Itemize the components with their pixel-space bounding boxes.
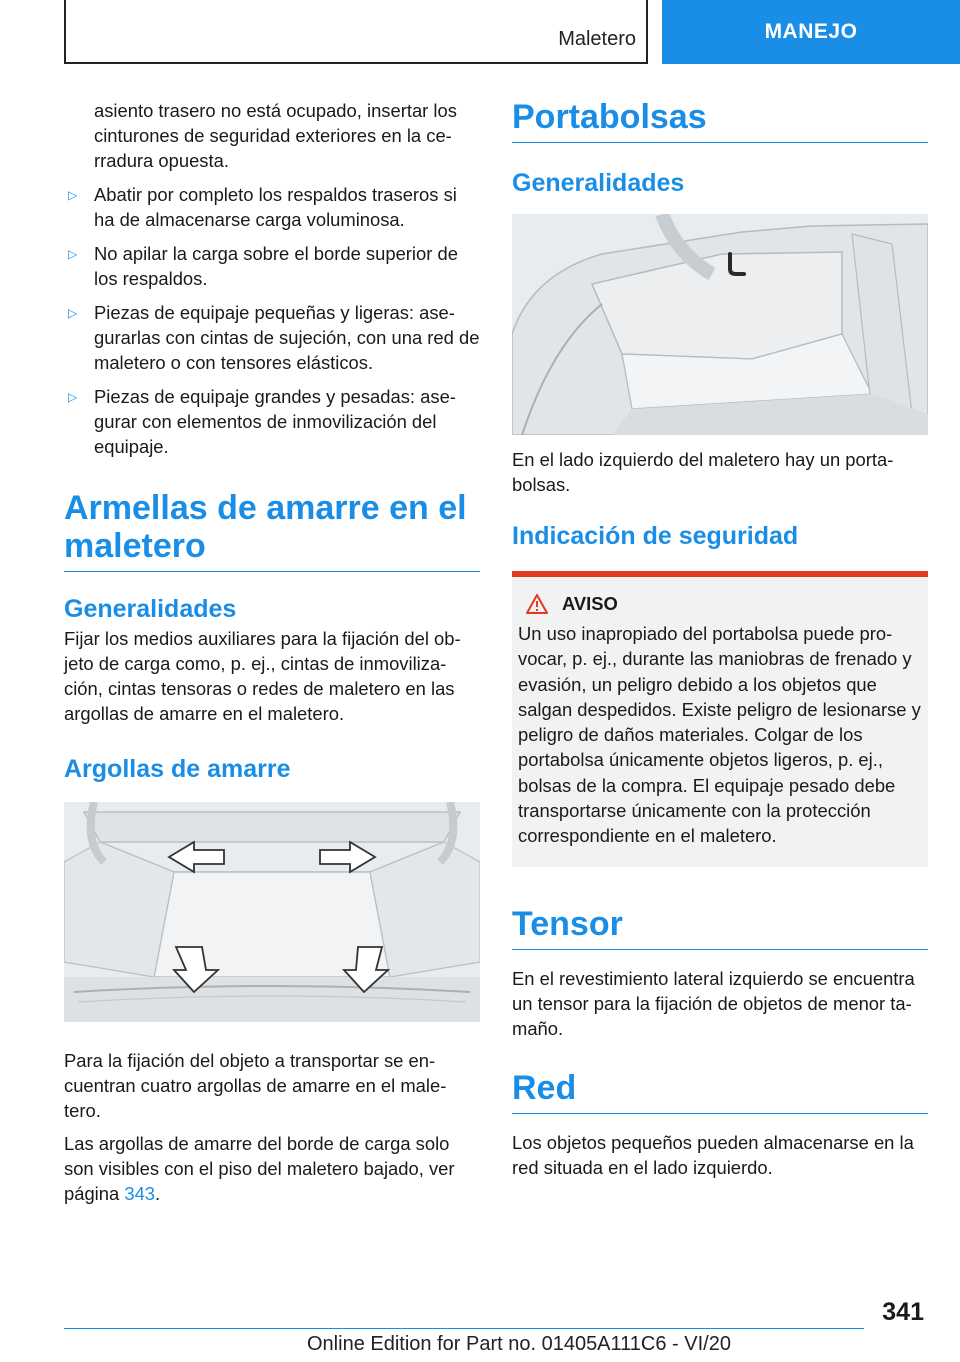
right-column <box>512 98 928 1180</box>
subsection-title-argollas: Argollas de amarre <box>64 755 291 783</box>
trunk-tie-down-figure <box>64 802 480 1022</box>
warning-triangle-icon <box>526 594 548 614</box>
warning-text: Un uso inapropiado del portabolsa puede pro-vocar, p. ej., durante las maniobras de frenado y evasión, un peligro debido a los objetos que salgan despedidos. Existe peligro de lesionarse y peligro de daños materiales. Colgar de los portabolsa únicamente objetos ligeros, p. ej., bolsas de la compra. El equipaje pesado debe transportarse únicamente con la protección correspondiente en el maletero. <box>518 623 921 847</box>
section-title-armellas: Armellas de amarre en el maletero <box>64 489 480 572</box>
list-item: ▷ No apilar la carga sobre el borde superior de los respaldos. <box>68 243 458 289</box>
list-item: ▷ Piezas de equipaje grandes y pesadas: ase-gurar con elementos de inmovilización del equipaje. <box>68 386 456 457</box>
page-link-343[interactable]: 343 <box>124 1183 156 1204</box>
section-title-red: Red <box>512 1069 928 1114</box>
bag-hook-figure <box>512 214 928 435</box>
argollas-text-2: Las argollas de amarre del borde de carga solo son visibles con el piso del maletero bajado, ver página 343. <box>64 1133 455 1204</box>
subsection-title-generalidades-2: Generalidades <box>512 169 685 197</box>
footer-edition: Online Edition for Part no. 01405A111C6 - VI/20 <box>307 1333 731 1355</box>
bullet-list <box>64 182 480 459</box>
bullet-triangle-icon: ▷ <box>68 188 78 202</box>
list-item: ▷ Abatir por completo los respaldos traseros si ha de almacenarse carga voluminosa. <box>68 184 457 230</box>
warning-label: AVISO <box>562 593 618 614</box>
list-item: ▷ Piezas de equipaje pequeñas y ligeras: ase-gurarlas con cintas de sujeción, con una red de maletero o con tensores elásticos. <box>68 302 480 373</box>
warning-box <box>512 571 928 867</box>
page-number: 341 <box>882 1298 924 1326</box>
portabolsas-text: En el lado izquierdo del maletero hay un porta-bolsas. <box>512 449 894 495</box>
tensor-text: En el revestimiento lateral izquierdo se encuentra un tensor para la fijación de objetos de menor ta-maño. <box>512 967 915 1039</box>
subsection-title-seguridad: Indicación de seguridad <box>512 522 799 550</box>
generalidades-text: Fijar los medios auxiliares para la fijación del ob-jeto de carga como, p. ej., cintas de inmoviliza-ción, cintas tensoras o redes de maletero en las argollas de amarre en el maletero. <box>64 628 461 724</box>
warning-heading <box>526 593 922 615</box>
red-text: Los objetos pequeños pueden almacenarse en la red situada en el lado izquierdo. <box>512 1131 914 1178</box>
chapter-tab[interactable]: MANEJO <box>662 0 960 64</box>
argollas-text-1: Para la fijación del objeto a transportar se en-cuentran cuatro argollas de amarre en el male-tero. <box>64 1050 447 1121</box>
footer-rule <box>64 1328 864 1329</box>
bullet-triangle-icon: ▷ <box>68 306 78 320</box>
left-column <box>64 98 480 1206</box>
continued-bullet-text: asiento trasero no está ocupado, insertar los cinturones de seguridad exteriores en la ce-rradura opuesta. <box>94 100 457 171</box>
subsection-title-generalidades: Generalidades <box>64 595 237 623</box>
bullet-triangle-icon: ▷ <box>68 390 78 404</box>
bullet-triangle-icon: ▷ <box>68 247 78 261</box>
section-title-portabolsas: Portabolsas <box>512 98 928 143</box>
header-section-title: Maletero <box>558 28 636 50</box>
section-title-tensor: Tensor <box>512 905 928 950</box>
